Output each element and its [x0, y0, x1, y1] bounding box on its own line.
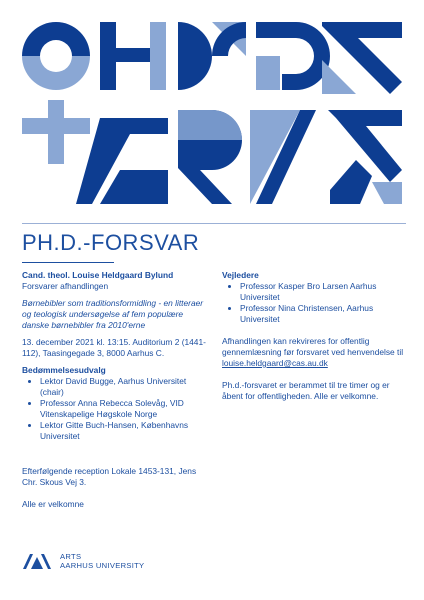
- left-column: [22, 270, 212, 510]
- committee-member: • Lektor David Bugge, Aarhus Universitet (chair): [40, 376, 212, 398]
- committee-list: [22, 376, 212, 442]
- reception-info: Efterfølgende reception Lokale 1453-131, Jens Chr. Skous Vej 3.: [22, 466, 197, 487]
- committee-member: • Professor Anna Rebecca Solevåg, VID Vitenskapelige Høgskole Norge: [40, 398, 212, 420]
- aarhus-university-seal-icon: [22, 552, 52, 570]
- logo-text: [60, 552, 144, 570]
- page-title: PH.D.-FORSVAR: [22, 230, 200, 255]
- logo-line-arts: ARTS: [60, 552, 82, 561]
- candidate-name: Cand. theol. Louise Heldgaard Bylund: [22, 270, 174, 280]
- decorative-pattern: [0, 0, 424, 222]
- duration-note: Ph.d.-forsvaret er berammet til tre timer og er åbent for offentligheden. Alle er velkomne.: [222, 380, 390, 401]
- contact-email-link[interactable]: louise.heldgaard@cas.au.dk: [222, 358, 328, 368]
- supervisor-item: • Professor Kasper Bro Larsen Aarhus Universitet: [240, 281, 406, 303]
- requisition-sentence: Afhandlingen kan rekvireres for offentlig gennemlæsning før forsvaret ved henvendelse til: [222, 336, 404, 357]
- right-column: [222, 270, 406, 402]
- thesis-title: Børnebibler som traditionsformidling - en litteraer og teologisk undersøgelse af fem populære danske børnebibler fra 2010'erne: [22, 298, 204, 330]
- footer-logo: [22, 552, 144, 570]
- divider-line: [22, 223, 406, 224]
- committee-member: • Lektor Gitte Buch-Hansen, Københavns Universitet: [40, 420, 212, 442]
- pattern-row-bottom: [22, 100, 402, 204]
- supervisor-item: • Professor Nina Christensen, Aarhus Universitet: [240, 303, 406, 325]
- supervisors-list: [222, 281, 406, 325]
- requisition-text: [222, 336, 406, 369]
- pattern-row-top: [22, 22, 402, 94]
- supervisors-heading: Vejledere: [222, 270, 259, 280]
- logo-line-university: AARHUS UNIVERSITY: [60, 561, 145, 570]
- candidate-role: Forsvarer afhandlingen: [22, 281, 109, 291]
- event-datetime-place: 13. december 2021 kl. 13:15. Auditorium 2 (1441-112), Taasingegade 3, 8000 Aarhus C.: [22, 337, 206, 358]
- committee-heading: Bedømmelsesudvalg: [22, 365, 106, 375]
- title-underline: [22, 262, 114, 263]
- welcome-text: Alle er velkomne: [22, 499, 84, 509]
